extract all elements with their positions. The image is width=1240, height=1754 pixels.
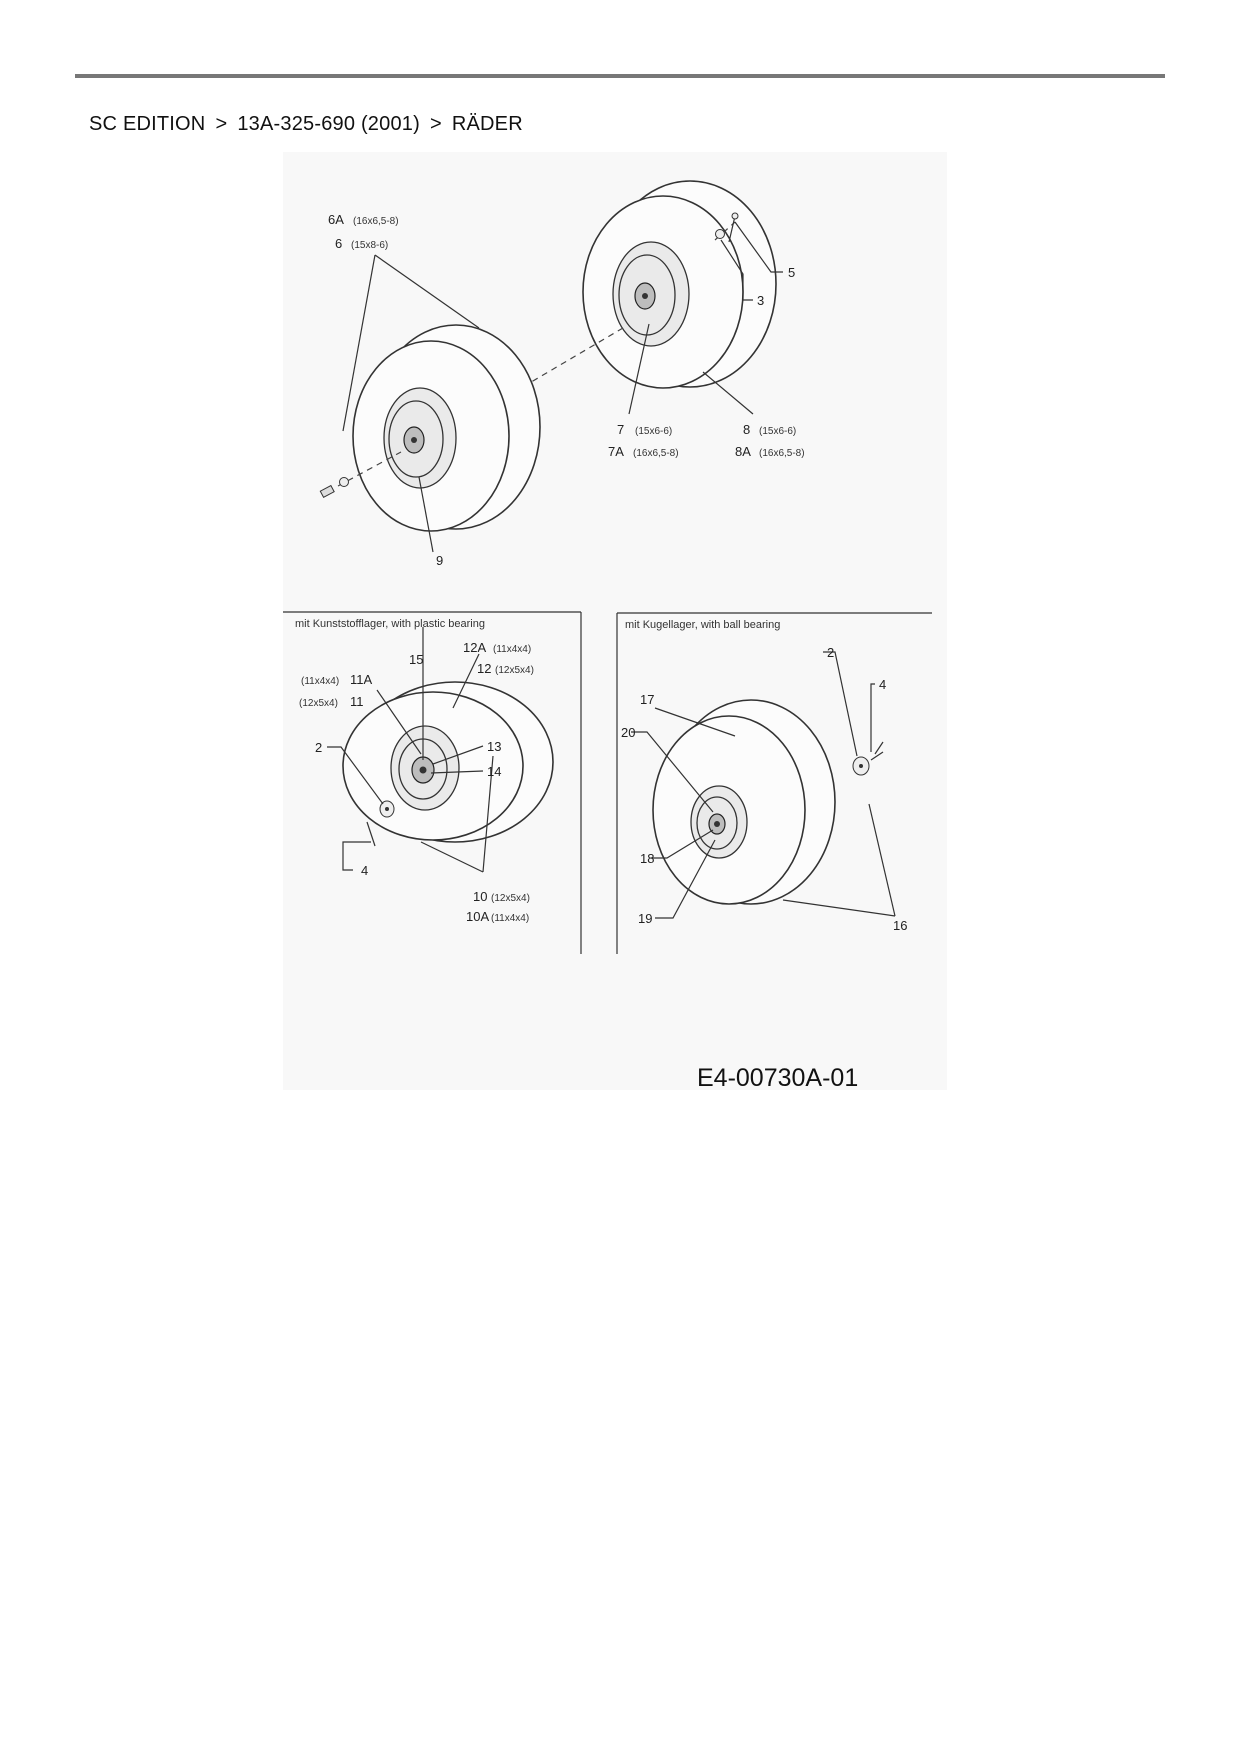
- callout-7-size: (15x6-6): [635, 426, 673, 437]
- callout-11a-size: (11x4x4): [301, 676, 340, 687]
- callout-6-size: (15x8-6): [351, 240, 389, 251]
- callout-19: 19: [638, 911, 653, 926]
- callout-12: 12: [477, 661, 492, 676]
- washer-pin-right: [853, 742, 883, 775]
- callout-18: 18: [640, 851, 655, 866]
- panel-plastic-caption: mit Kunststofflager, with plastic bearing: [295, 618, 485, 630]
- callout-16: 16: [893, 918, 908, 933]
- callout-12a: 12A: [463, 640, 487, 655]
- callout-2-left: 2: [315, 740, 323, 755]
- breadcrumb-separator: >: [215, 113, 228, 135]
- callout-10: 10: [473, 889, 488, 904]
- leader-8: [703, 372, 753, 414]
- rear-wheel-left: [353, 325, 540, 531]
- callout-5: 5: [788, 265, 796, 280]
- callout-9: 9: [436, 553, 444, 568]
- drawing-code: E4-00730A-01: [697, 1064, 859, 1090]
- leader-16b: [783, 900, 895, 916]
- callout-6a: 6A: [328, 212, 344, 227]
- callout-10-size: (12x5x4): [491, 893, 530, 904]
- callout-8-size: (15x6-6): [759, 426, 797, 437]
- breadcrumb-section: RÄDER: [451, 113, 523, 135]
- leader-16a: [869, 804, 895, 916]
- callout-10a-size: (11x4x4): [491, 913, 530, 924]
- breadcrumb-separator: >: [429, 113, 442, 135]
- callout-3: 3: [757, 293, 765, 308]
- wheel-exploded-view: [283, 152, 947, 1090]
- leader-10b: [421, 842, 483, 872]
- callout-11a: 11A: [350, 672, 373, 687]
- callout-10a: 10A: [466, 909, 490, 924]
- callout-12a-size: (11x4x4): [493, 644, 532, 655]
- callout-8: 8: [743, 422, 751, 437]
- callout-4-right: 4: [879, 677, 887, 692]
- parts-diagram: [283, 152, 947, 1090]
- callout-6a-size: (16x6,5-8): [353, 216, 399, 227]
- breadcrumb: [89, 113, 523, 136]
- callout-8a: 8A: [735, 444, 751, 459]
- callout-20: 20: [621, 725, 636, 740]
- breadcrumb-part-number[interactable]: 13A-325-690 (2001): [237, 113, 420, 135]
- callout-11-size: (12x5x4): [299, 698, 338, 709]
- callout-13: 13: [487, 739, 502, 754]
- callout-11: 11: [350, 694, 364, 709]
- callout-15: 15: [409, 652, 424, 667]
- callout-7a-size: (16x6,5-8): [633, 448, 679, 459]
- callout-14: 14: [487, 764, 502, 779]
- callout-4-left: 4: [361, 863, 369, 878]
- callout-6: 6: [335, 236, 343, 251]
- callout-7a: 7A: [608, 444, 624, 459]
- header-rule: [75, 74, 1165, 78]
- breadcrumb-model[interactable]: SC EDITION: [89, 113, 206, 135]
- leader-6: [375, 255, 479, 328]
- leader-4-right: [871, 684, 875, 752]
- callout-7: 7: [617, 422, 625, 437]
- wheel-plastic-bearing: [343, 682, 553, 842]
- wheel-ball-bearing: [653, 700, 835, 904]
- panel-ball-caption: mit Kugellager, with ball bearing: [625, 619, 781, 631]
- leader-2-right: [823, 652, 857, 756]
- callout-2-right: 2: [827, 645, 835, 660]
- callout-8a-size: (16x6,5-8): [759, 448, 805, 459]
- rear-wheel-right: [583, 181, 776, 388]
- callout-12-size: (12x5x4): [495, 665, 534, 676]
- callout-17: 17: [640, 692, 655, 707]
